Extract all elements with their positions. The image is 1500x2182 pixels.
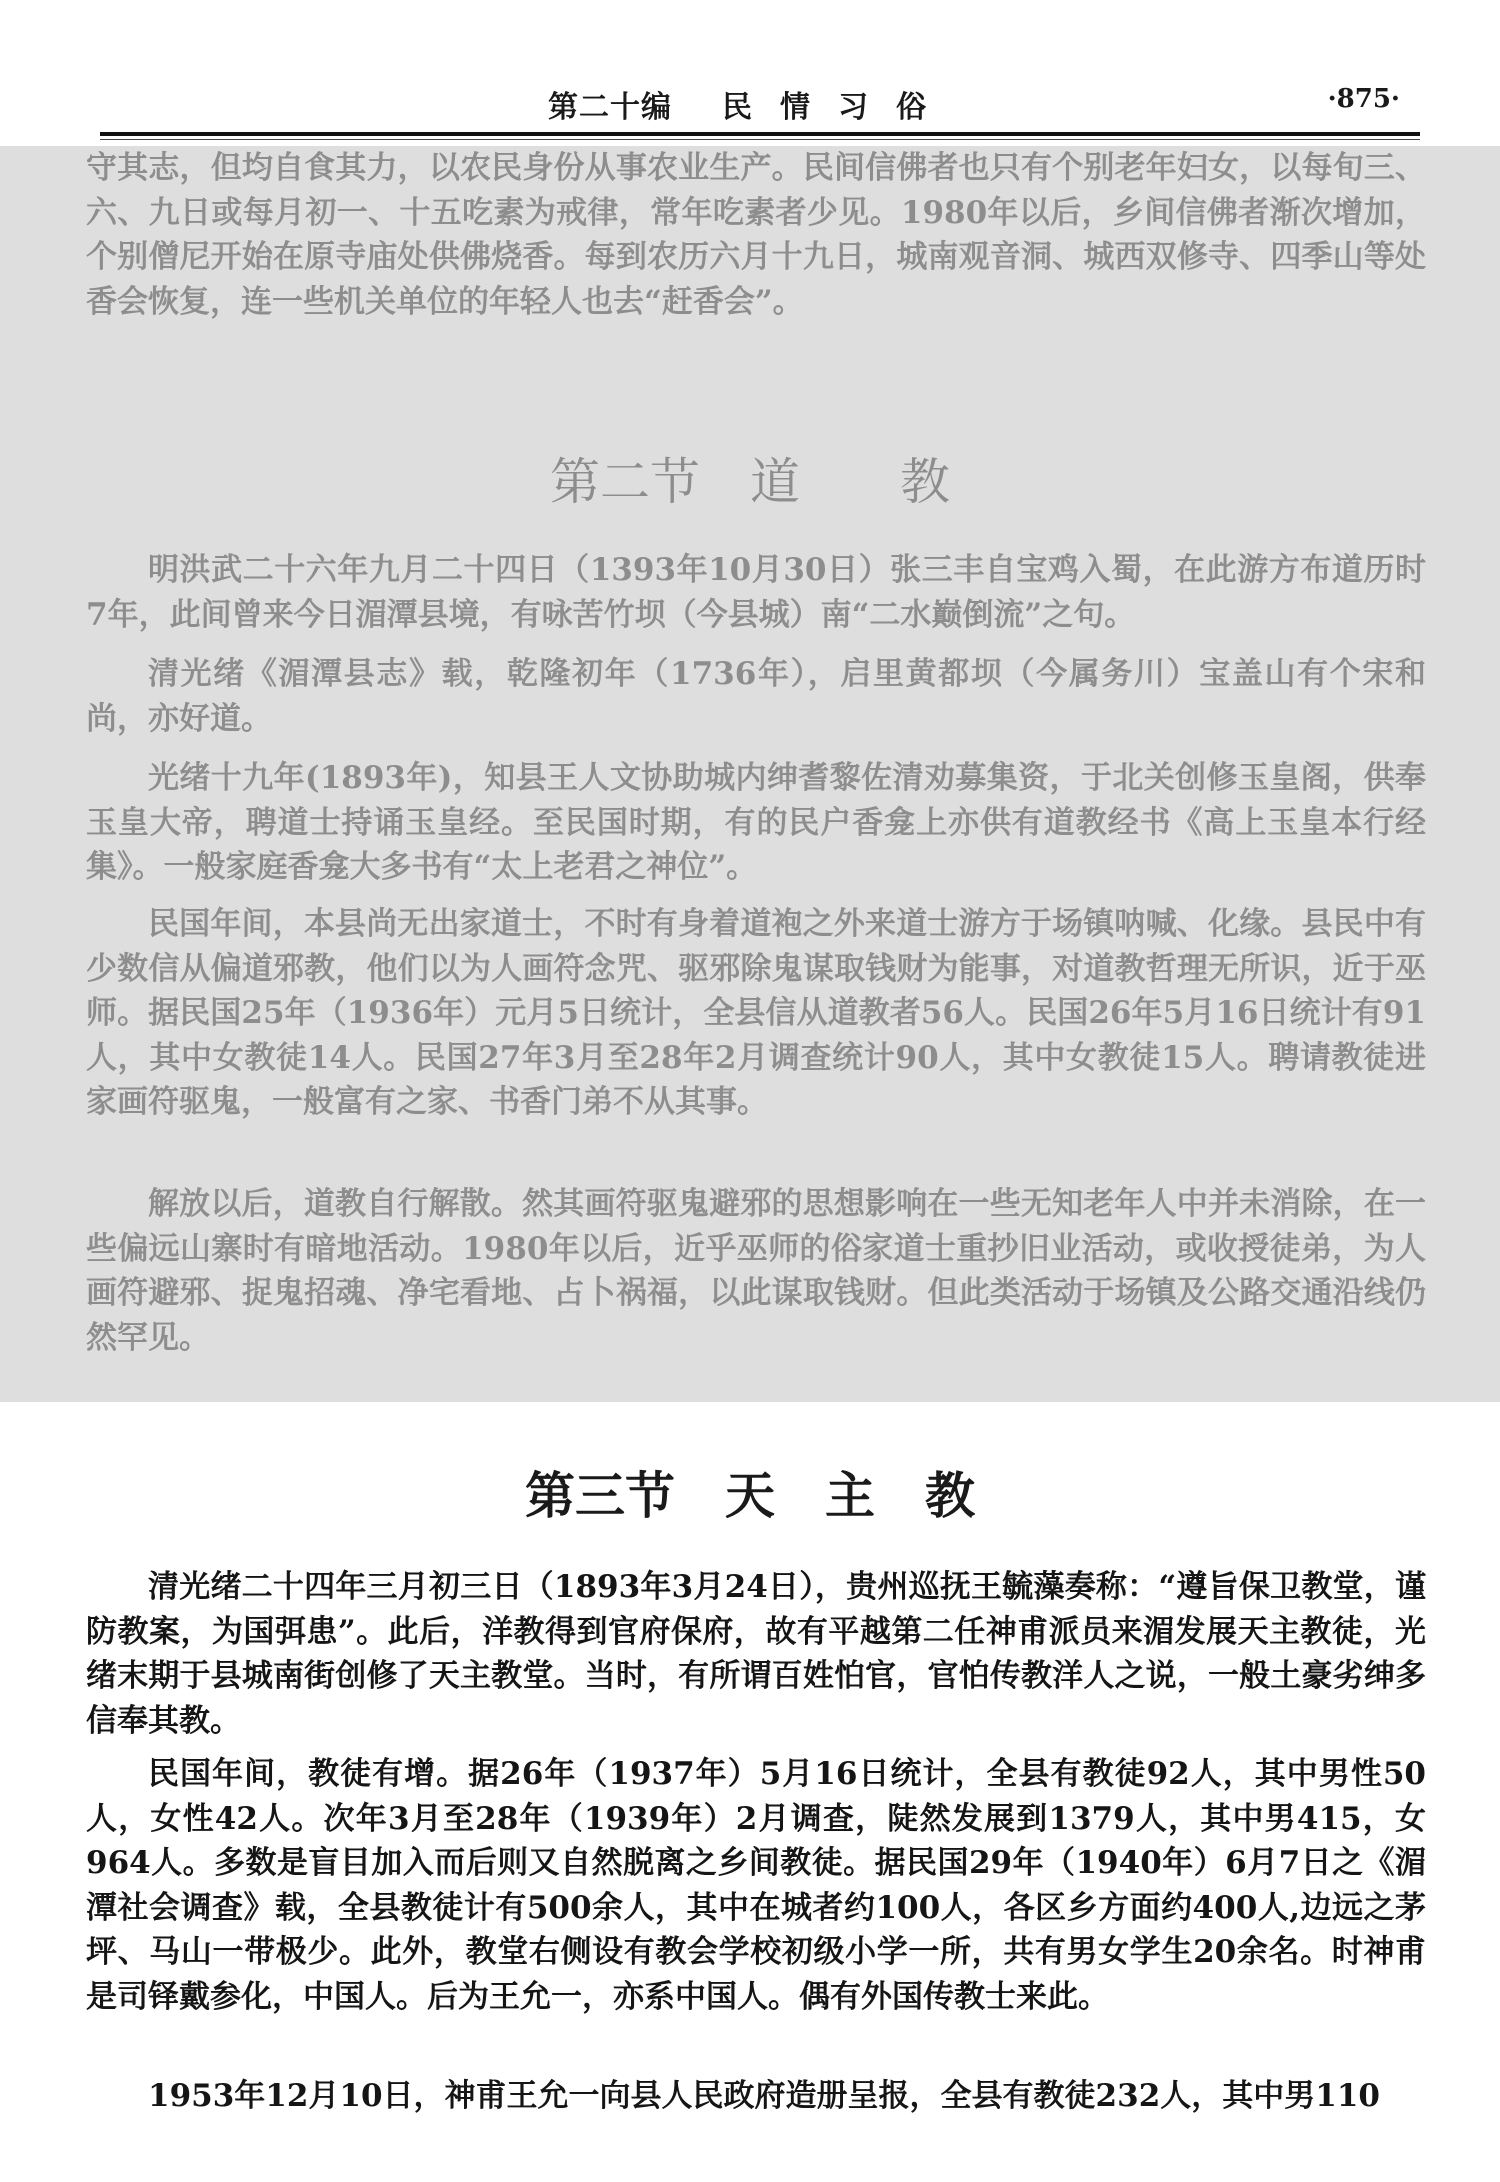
header-rule bbox=[100, 132, 1420, 136]
taoism-paragraph-5: 解放以后，道教自行解散。然其画符驱鬼避邪的思想影响在一些无知老年人中并未消除，在一些偏远山寨时有暗地活动。1980年以后，近乎巫师的俗家道士重抄旧业活动，或收授徒弟，为人画符避邪、捉鬼招魂、净宅看地、占卜祸福，以此谋取钱财。但此类活动于场镇及公路交通沿线仍然罕见。 bbox=[86, 1186, 1426, 1356]
section-title-catholicism: 第三节 天 主 教 bbox=[525, 1466, 975, 1525]
header-rule-thin bbox=[100, 139, 1420, 140]
catholicism-paragraph-3: 1953年12月10日，神甫王允一向县人民政府造册呈报，全县有教徒232人，其中男110 bbox=[148, 2078, 1380, 2114]
running-header bbox=[0, 0, 1500, 140]
taoism-paragraph-4: 民国年间，本县尚无出家道士，不时有身着道袍之外来道士游方于场镇呐喊、化缘。县民中有少数信从偏道邪教，他们以为人画符念咒、驱邪除鬼谋取钱财为能事，对道教哲理无所识，近于巫师。据民国25年（1936年）元月5日统计，全县信从道教者56人。民国26年5月16日统计有91人，其中女教徒14人。民国27年3月至28年2月调查统计90人，其中女教徒15人。聘请教徒进家画符驱鬼，一般富有之家、书香门弟不从其事。 bbox=[86, 906, 1426, 1120]
header-title: 民情习俗 bbox=[722, 90, 954, 125]
header-chapter: 第二十编 bbox=[548, 90, 672, 125]
page-number: ·875· bbox=[1327, 84, 1400, 114]
catholicism-paragraph-1: 清光绪二十四年三月初三日（1893年3月24日），贵州巡抚王毓藻奏称：“遵旨保卫教堂，谨防教案，为国弭患”。此后，洋教得到官府保府，故有平越第二任神甫派员来湄发展天主教徒，光绪末期于县城南街创修了天主教堂。当时，有所谓百姓怕官，官怕传教洋人之说，一般土豪劣绅多信奉其教。 bbox=[86, 1569, 1426, 1739]
shaded-region bbox=[0, 146, 1500, 1402]
taoism-paragraph-3: 光绪十九年(1893年)，知县王人文协助城内绅耆黎佐清劝募集资，于北关创修玉皇阁，供奉玉皇大帝，聘道士持诵玉皇经。至民国时期，有的民户香龛上亦供有道教经书《高上玉皇本行经集》。一般家庭香龛大多书有“太上老君之神位”。 bbox=[86, 760, 1426, 885]
taoism-paragraph-1: 明洪武二十六年九月二十四日（1393年10月30日）张三丰自宝鸡入蜀，在此游方布道历时7年，此间曾来今日湄潭县境，有咏苦竹坝（今县城）南“二水巅倒流”之句。 bbox=[86, 552, 1426, 633]
taoism-paragraph-2: 清光绪《湄潭县志》载，乾隆初年（1736年），启里黄都坝（今属务川）宝盖山有个宋和尚，亦好道。 bbox=[86, 656, 1426, 737]
section-title-taoism: 第二节 道 教 bbox=[550, 453, 950, 511]
catholicism-paragraph-2: 民国年间，教徒有增。据26年（1937年）5月16日统计，全县有教徒92人，其中男性50人，女性42人。次年3月至28年（1939年）2月调查，陡然发展到1379人，其中男415，女964人。多数是盲目加入而后则又自然脱离之乡间教徒。据民国29年（1940年）6月7日之《湄潭社会调查》载，全县教徒计有500余人，其中在城者约100人，各区乡方面约400人,边远之茅坪、马山一带极少。此外，教堂右侧设有教会学校初级小学一所，共有男女学生20余名。时神甫是司铎戴参化，中国人。后为王允一，亦系中国人。偶有外国传教士来此。 bbox=[86, 1756, 1426, 2015]
intro-paragraph: 守其志，但均自食其力，以农民身份从事农业生产。民间信佛者也只有个别老年妇女，以每旬三、六、九日或每月初一、十五吃素为戒律，常年吃素者少见。1980年以后，乡间信佛者渐次增加，个别僧尼开始在原寺庙处供佛烧香。每到农历六月十九日，城南观音洞、城西双修寺、四季山等处香会恢复，连一些机关单位的年轻人也去“赶香会”。 bbox=[86, 150, 1426, 320]
